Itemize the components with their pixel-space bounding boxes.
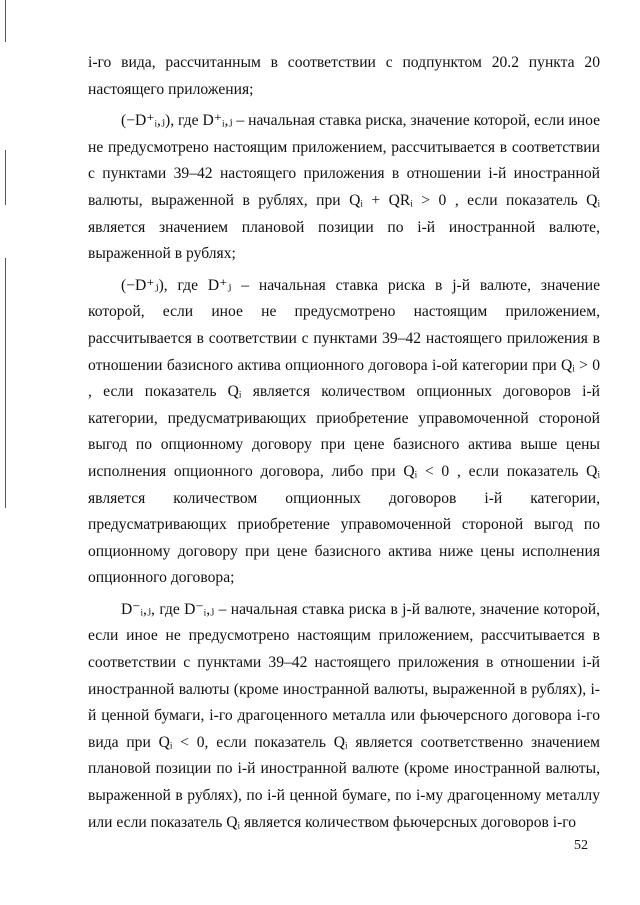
- page-number: 52: [574, 838, 588, 853]
- scan-edge-mark-middle: [5, 150, 6, 205]
- paragraph-continuation: i-го вида, рассчитанным в соответствии с подпунктом 20.2 пункта 20 настоящего приложения;: [88, 54, 600, 98]
- scan-edge-mark-bottom: [5, 258, 6, 508]
- page-body: [88, 50, 600, 836]
- scan-edge-mark-top: [5, 0, 6, 42]
- paragraph-d-plus-j: (−D⁺ⱼ), где D⁺ⱼ – начальная ставка риска в j-й валюте, значение которой, если иное не предусмотрено настоящим приложением, рассчитывается в соответствии с пунктами 39–42 настоящего приложения в отношении базисного актива опционного договора i-ой категории при Qᵢ > 0 , если показатель Qᵢ является количеством опционных договоров i-й категории, предусматривающих приобретение управомоченной стороной выгод по опционному договору при цене базисного актива выше цены исполнения опционного договора, либо при Qᵢ < 0 , если показатель Qᵢ является количеством опционных договоров i-й категории, предусматривающих приобретение управомоченной стороной выгод по опционному договору при цене базисного актива ниже цены исполнения опционного договора;: [88, 276, 600, 587]
- paragraph-d-plus-ij: (−D⁺ᵢ,ⱼ), где D⁺ᵢ,ⱼ – начальная ставка риска, значение которой, если иное не предусмотрено настоящим приложением, рассчитывается в соответствии с пунктами 39–42 настоящего приложения в отношении i-й иностранной валюты, выраженной в рублях, при Qᵢ + QRᵢ > 0 , если показатель Qᵢ является значением плановой позиции по i-й иностранной валюте, выраженной в рублях;: [88, 112, 600, 263]
- paragraph-d-minus-ij: D⁻ᵢ,ⱼ, где D⁻ᵢ,ⱼ – начальная ставка риска в j-й валюте, значение которой, если иное не предусмотрено настоящим приложением, рассчитывается в соответствии с пунктами 39–42 настоящего приложения в отношении i-й иностранной валюты (кроме иностранной валюты, выраженной в рублях), i-й ценной бумаги, i-го драгоценного металла или фьючерсного договора i-го вида при Qᵢ < 0, если показатель Qᵢ является соответственно значением плановой позиции по i-й иностранной валюте (кроме иностранной валюты, выраженной в рублях), по i-й ценной бумаге, по i-му драгоценному металлу или если показатель Qᵢ является количеством фьючерсных договоров i-го: [88, 600, 600, 831]
